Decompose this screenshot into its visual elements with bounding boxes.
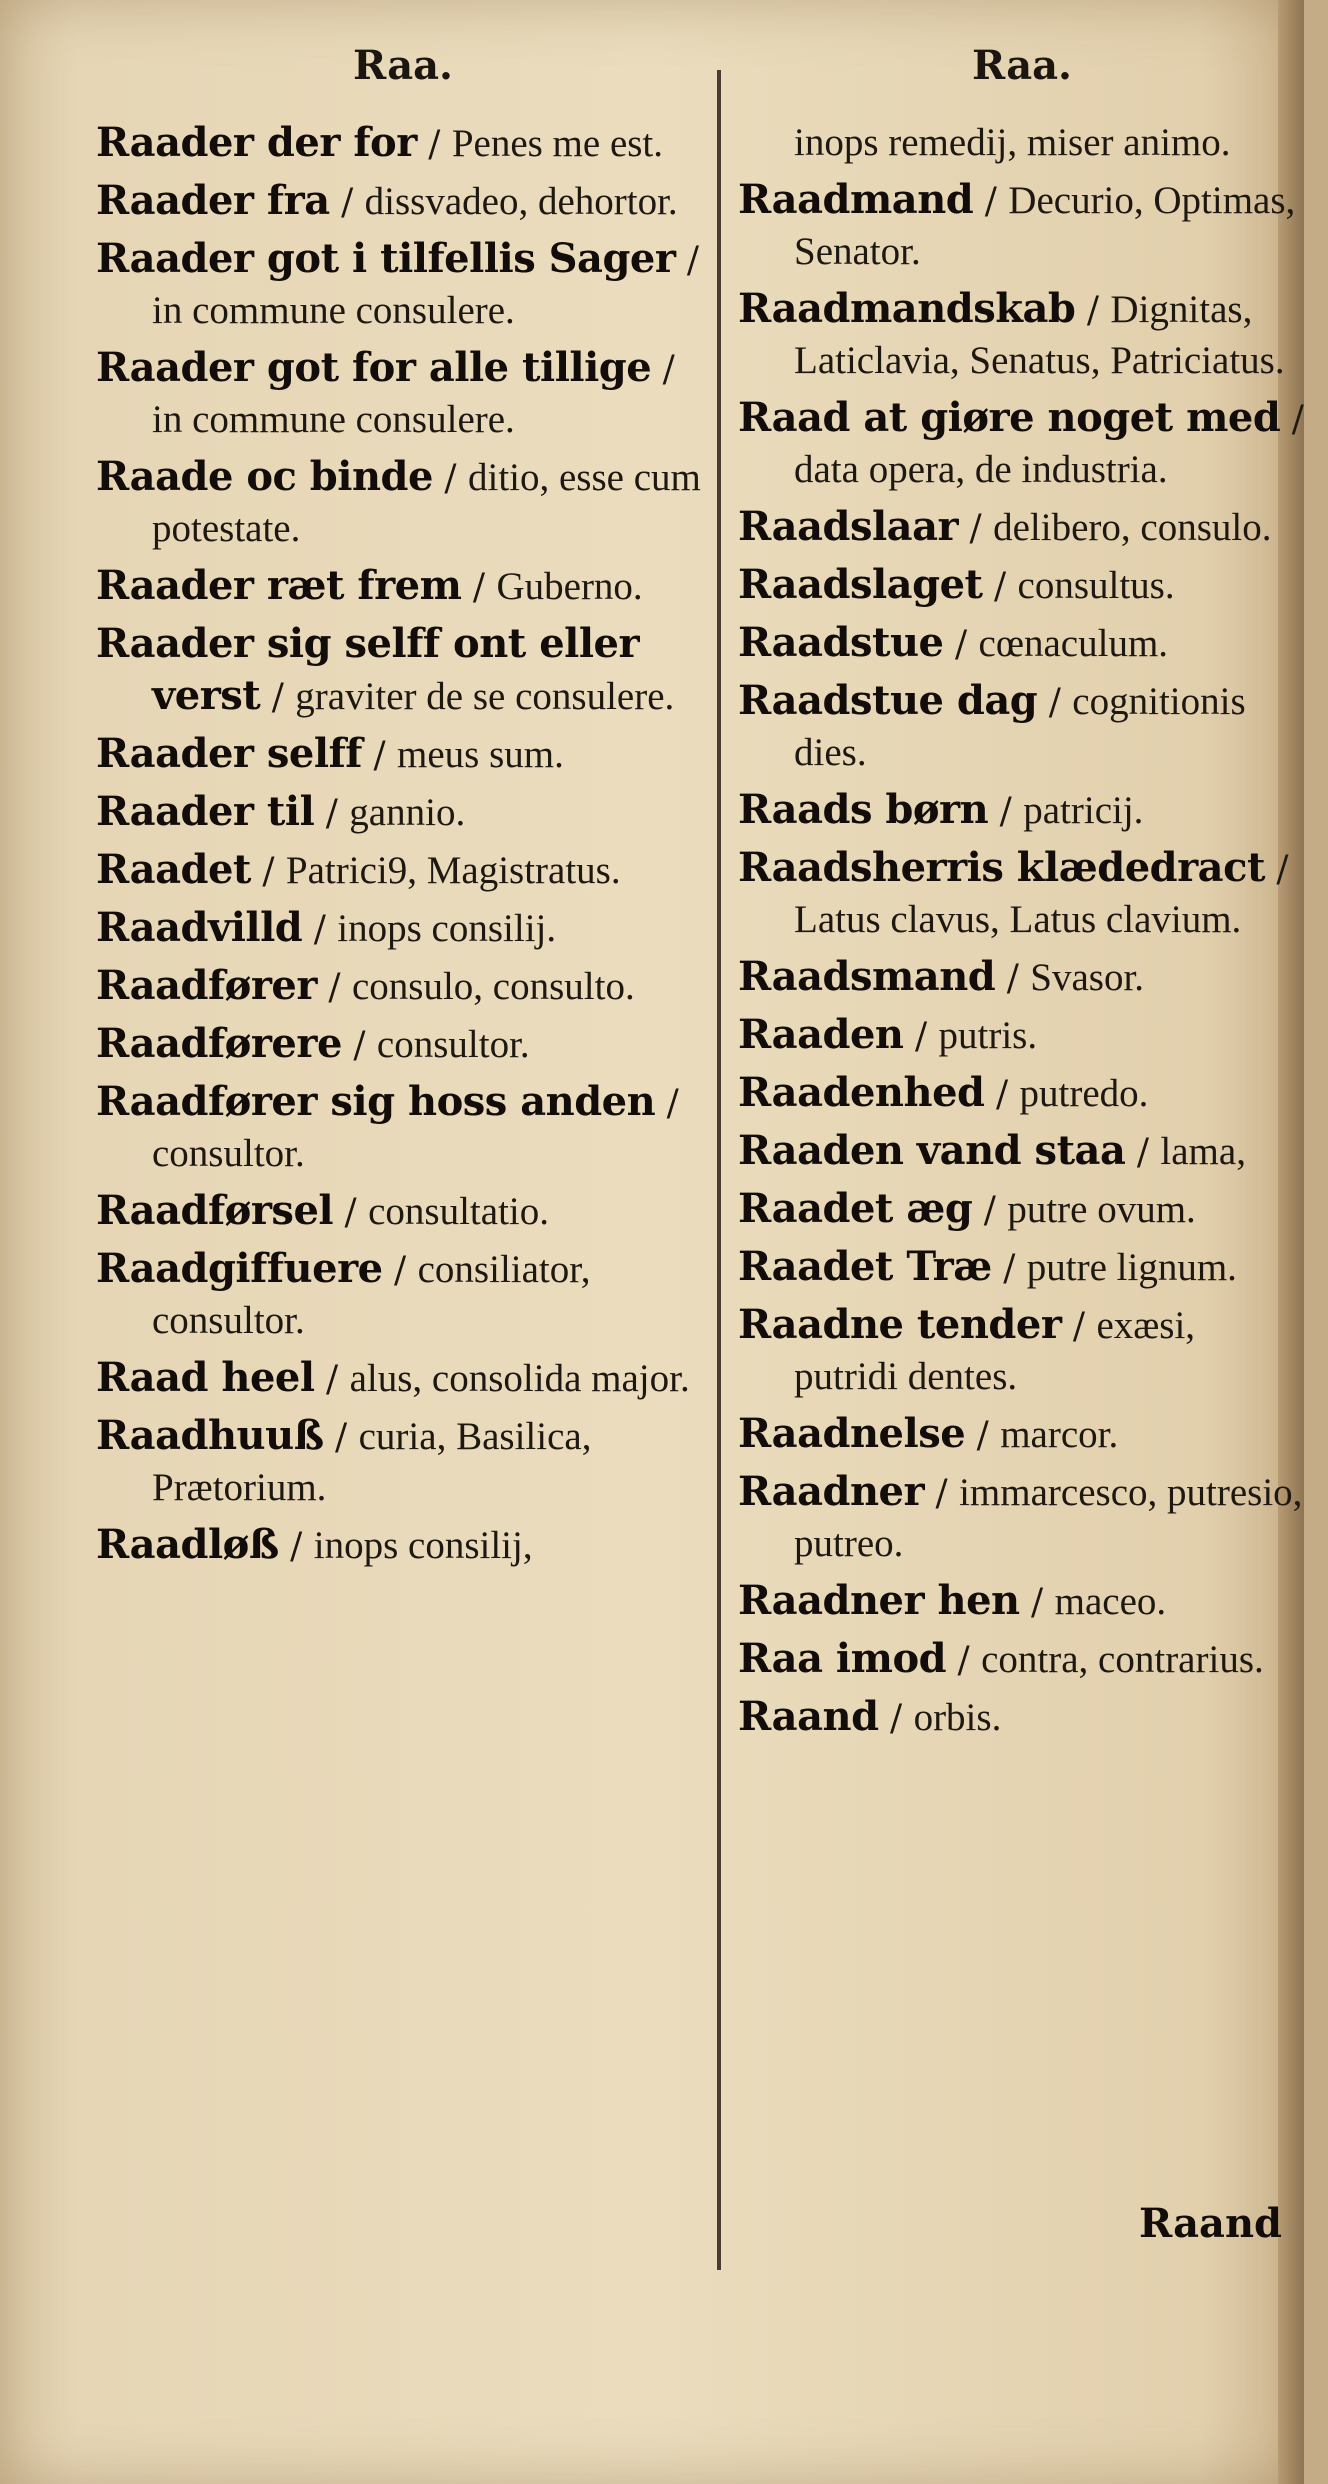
entry-headword: Raadfører — [96, 962, 317, 1009]
dictionary-entry — [96, 619, 710, 723]
entry-gloss: alus, consolida major. — [349, 1357, 690, 1400]
entry-separator: / — [1075, 290, 1111, 331]
entry-headword: Raadvilld — [96, 904, 303, 951]
entry-headword: Raader got for alle tillige — [96, 344, 652, 391]
entry-gloss: putre lignum. — [1026, 1246, 1237, 1289]
dictionary-entry — [738, 1068, 1306, 1120]
entry-headword: Raader der for — [96, 119, 417, 166]
dictionary-entry — [96, 1077, 710, 1180]
entry-gloss: Svasor. — [1030, 956, 1145, 999]
entry-gloss: consultatio. — [368, 1190, 549, 1233]
entry-headword: Raadgiffuere — [96, 1245, 383, 1292]
entry-separator: / — [1019, 1582, 1055, 1623]
entry-headword: Raadsmand — [738, 953, 996, 1000]
entry-separator: / — [1264, 849, 1289, 890]
entry-separator: / — [984, 1074, 1020, 1115]
dictionary-entry — [738, 560, 1306, 612]
entry-separator: / — [461, 567, 497, 608]
entry-separator: / — [924, 1473, 960, 1514]
dictionary-entry — [96, 1186, 710, 1238]
entry-gloss: putredo. — [1019, 1072, 1149, 1115]
entry-headword: Raad heel — [96, 1354, 315, 1401]
dictionary-entry — [738, 618, 1306, 670]
entry-headword: Raader got i tilfellis Sager — [96, 235, 676, 282]
entry-headword: Raadner — [738, 1468, 925, 1515]
entry-separator: / — [982, 566, 1018, 607]
entry-separator: / — [995, 958, 1031, 999]
entry-separator: / — [651, 349, 675, 390]
dictionary-entry — [738, 1242, 1306, 1294]
entry-gloss: in commune consulere. — [152, 289, 515, 332]
entry-separator: / — [988, 791, 1024, 832]
entry-headword: Raadstue — [738, 619, 944, 666]
dictionary-entry — [738, 1010, 1306, 1062]
dictionary-entry — [738, 1692, 1306, 1744]
dictionary-entry — [738, 1576, 1306, 1628]
entry-headword: Raadsherris klædedract — [738, 844, 1265, 891]
entry-separator: / — [302, 909, 338, 950]
entry-headword: Raader til — [96, 788, 315, 835]
entry-headword: Raader selff — [96, 730, 362, 777]
dictionary-entry — [96, 729, 710, 781]
dictionary-entry — [738, 1184, 1306, 1236]
entry-headword: Raadmandskab — [738, 285, 1076, 332]
dictionary-entry — [738, 1634, 1306, 1686]
dictionary-entry — [96, 1353, 710, 1405]
entry-headword: Raadfører sig hoss anden — [96, 1078, 656, 1125]
entry-gloss: consultor. — [376, 1023, 530, 1066]
entry-gloss: consulo, consulto. — [351, 965, 635, 1008]
entry-separator: / — [432, 458, 468, 499]
entry-gloss: consiliator, consultor. — [152, 1248, 591, 1342]
entry-gloss: consultus. — [1017, 564, 1175, 607]
entry-gloss: cognitionis dies. — [794, 680, 1246, 774]
entry-gloss: data opera, de industria. — [794, 448, 1168, 491]
entry-headword: Raad at giøre noget med — [738, 394, 1281, 441]
entry-separator: / — [958, 508, 994, 549]
entry-gloss: marcor. — [1000, 1413, 1119, 1456]
entry-gloss: immarcesco, putresio, putreo. — [794, 1471, 1303, 1565]
entry-separator: / — [903, 1016, 939, 1057]
dictionary-entry — [738, 1409, 1306, 1461]
dictionary-entry — [96, 176, 710, 228]
entry-separator: / — [878, 1698, 914, 1739]
entry-separator: / — [329, 182, 365, 223]
entry-gloss: maceo. — [1054, 1580, 1167, 1623]
dictionary-entry — [738, 785, 1306, 837]
entry-separator: / — [314, 793, 350, 834]
dictionary-entry — [96, 234, 710, 337]
entry-gloss: in commune consulere. — [152, 398, 515, 441]
dictionary-entry — [96, 1019, 710, 1071]
entry-gloss: inops remedij, miser animo. — [794, 121, 1231, 164]
entry-gloss: dissvadeo, dehortor. — [364, 180, 678, 223]
dictionary-entry — [738, 284, 1306, 387]
entry-headword: Raader fra — [96, 177, 330, 224]
dictionary-entry — [738, 676, 1306, 779]
entry-gloss: curia, Basilica, Prætorium. — [152, 1415, 592, 1509]
entry-separator: / — [1125, 1132, 1161, 1173]
entry-gloss: gannio. — [349, 791, 466, 834]
dictionary-entry — [96, 1411, 710, 1514]
dictionary-entry — [738, 1126, 1306, 1178]
dictionary-entry — [96, 787, 710, 839]
entry-gloss: meus sum. — [397, 733, 564, 776]
dictionary-entry — [96, 118, 710, 170]
entry-headword: Raadhuuß — [96, 1412, 324, 1459]
entry-gloss: Penes me est. — [451, 122, 664, 165]
entry-separator: / — [341, 1025, 377, 1066]
entry-gloss: lama, — [1160, 1130, 1246, 1173]
entry-headword: Raadenhed — [738, 1069, 985, 1116]
right-column-header: Raa. — [972, 42, 1072, 89]
right-entry-list — [738, 118, 1306, 1750]
entry-headword: Raade oc binde — [96, 453, 433, 500]
entry-headword: Raaden — [738, 1011, 904, 1058]
entry-gloss: ditio, esse cum potestate. — [152, 456, 701, 550]
entry-headword: Raadnelse — [738, 1410, 966, 1457]
entry-gloss: graviter de se consulere. — [295, 675, 675, 718]
entry-gloss: exæsi, putridi dentes. — [794, 1304, 1196, 1398]
entry-separator: / — [965, 1415, 1001, 1456]
dictionary-entry — [96, 343, 710, 446]
dictionary-entry — [738, 502, 1306, 554]
entry-headword: Raadslaget — [738, 561, 983, 608]
dictionary-entry — [96, 452, 710, 555]
entry-headword: Raadløß — [96, 1521, 279, 1568]
dictionary-entry — [738, 843, 1306, 946]
entry-separator: / — [316, 967, 352, 1008]
entry-gloss: cœnaculum. — [978, 622, 1169, 665]
entry-separator: / — [973, 181, 1009, 222]
entry-gloss: Dignitas, Laticlavia, Senatus, Patriciatus. — [794, 288, 1285, 382]
dictionary-entry — [96, 961, 710, 1013]
entry-separator: / — [323, 1417, 359, 1458]
dictionary-entry — [96, 845, 710, 897]
entry-gloss: inops consilij, — [313, 1524, 533, 1567]
entry-headword: Raadner hen — [738, 1577, 1020, 1624]
entry-headword: Raadslaar — [738, 503, 959, 550]
dictionary-entry — [738, 118, 1306, 169]
entry-gloss: contra, contrarius. — [981, 1638, 1264, 1681]
entry-gloss: Guberno. — [496, 565, 643, 608]
entry-separator: / — [250, 851, 286, 892]
entry-gloss: Patrici9, Magistratus. — [285, 849, 621, 892]
entry-separator: / — [943, 624, 979, 665]
entry-gloss: delibero, consulo. — [993, 506, 1272, 549]
entry-headword: Raadførsel — [96, 1187, 334, 1234]
entry-separator: / — [278, 1526, 314, 1567]
entry-separator: / — [991, 1248, 1027, 1289]
entry-gloss: putre ovum. — [1007, 1188, 1196, 1231]
dictionary-entry — [738, 952, 1306, 1004]
entry-headword: Raadet Træ — [738, 1243, 992, 1290]
entry-separator: / — [655, 1083, 679, 1124]
dictionary-entry — [96, 903, 710, 955]
entry-headword: Raader ræt frem — [96, 562, 462, 609]
entry-separator: / — [675, 240, 700, 281]
entry-gloss: putris. — [938, 1014, 1038, 1057]
entry-headword: Raadet — [96, 846, 251, 893]
entry-headword: Raadstue dag — [738, 677, 1038, 724]
entry-gloss: orbis. — [913, 1696, 1002, 1739]
entry-separator: / — [946, 1640, 982, 1681]
catchword: Raand — [1138, 2200, 1282, 2247]
entry-gloss: patricij. — [1023, 789, 1144, 832]
dictionary-entry — [96, 561, 710, 613]
dictionary-entry — [738, 175, 1306, 278]
dictionary-entry — [738, 1467, 1306, 1570]
entry-headword: Raader sig selff ont eller verst — [96, 620, 640, 719]
entry-gloss: inops consilij. — [337, 907, 557, 950]
entry-separator: / — [1280, 399, 1304, 440]
entry-headword: Raadne tender — [738, 1301, 1062, 1348]
entry-separator: / — [382, 1250, 418, 1291]
entry-headword: Raadmand — [738, 176, 974, 223]
entry-separator: / — [972, 1190, 1008, 1231]
dictionary-entry — [738, 393, 1306, 496]
dictionary-entry — [96, 1520, 710, 1572]
entry-separator: / — [333, 1192, 369, 1233]
entry-headword: Raadførere — [96, 1020, 342, 1067]
dictionary-entry — [96, 1244, 710, 1347]
entry-headword: Raadet æg — [738, 1185, 973, 1232]
entry-separator: / — [362, 735, 398, 776]
column-divider — [717, 70, 721, 2270]
entry-gloss: consultor. — [152, 1132, 305, 1175]
entry-separator: / — [1037, 682, 1073, 723]
entry-gloss: Decurio, Optimas, Senator. — [794, 179, 1296, 273]
entry-separator: / — [416, 124, 452, 165]
left-entry-list — [96, 118, 710, 1578]
entry-headword: Raa imod — [738, 1635, 947, 1682]
entry-headword: Raand — [738, 1693, 879, 1740]
dictionary-entry — [738, 1300, 1306, 1403]
entry-separator: / — [314, 1359, 350, 1400]
entry-gloss: Latus clavus, Latus clavium. — [794, 898, 1242, 941]
entry-separator: / — [260, 677, 296, 718]
entry-headword: Raaden vand staa — [738, 1127, 1126, 1174]
entry-headword: Raads børn — [738, 786, 989, 833]
left-column-header: Raa. — [353, 42, 453, 89]
entry-separator: / — [1061, 1306, 1097, 1347]
